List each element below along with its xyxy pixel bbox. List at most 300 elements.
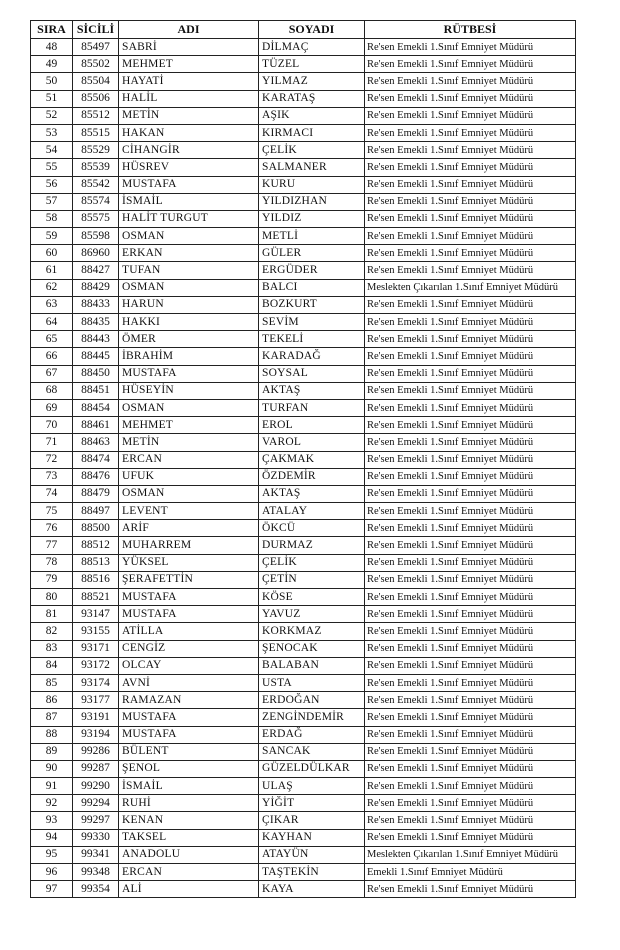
row-first-name: MUHARREM: [119, 537, 259, 554]
row-last-name: ÇELİK: [259, 142, 365, 159]
row-first-name: ŞERAFETTİN: [119, 571, 259, 588]
row-sicil: 99287: [73, 760, 119, 777]
row-rank: Re'sen Emekli 1.Sınıf Emniyet Müdürü: [365, 726, 576, 743]
table-row: [31, 760, 576, 777]
row-first-name: METİN: [119, 434, 259, 451]
table-row: [31, 159, 576, 176]
row-sicil: 88435: [73, 314, 119, 331]
row-sira: 54: [31, 142, 73, 159]
row-sicil: 93177: [73, 692, 119, 709]
row-last-name: ERDOĞAN: [259, 692, 365, 709]
row-sicil: 93172: [73, 657, 119, 674]
row-first-name: METİN: [119, 107, 259, 124]
row-first-name: MUSTAFA: [119, 726, 259, 743]
table-row: [31, 846, 576, 863]
row-sira: 57: [31, 193, 73, 210]
row-last-name: TURFAN: [259, 399, 365, 416]
row-sira: 65: [31, 331, 73, 348]
row-rank: Re'sen Emekli 1.Sınıf Emniyet Müdürü: [365, 399, 576, 416]
header-sira: SIRA: [31, 21, 73, 39]
row-sira: 94: [31, 829, 73, 846]
row-rank: Emekli 1.Sınıf Emniyet Müdürü: [365, 864, 576, 881]
table-row: [31, 726, 576, 743]
row-rank: Re'sen Emekli 1.Sınıf Emniyet Müdürü: [365, 451, 576, 468]
row-last-name: ZENGİNDEMİR: [259, 709, 365, 726]
table-row: [31, 864, 576, 881]
row-sira: 53: [31, 124, 73, 141]
row-first-name: İSMAİL: [119, 778, 259, 795]
row-rank: Re'sen Emekli 1.Sınıf Emniyet Müdürü: [365, 657, 576, 674]
row-last-name: ATALAY: [259, 503, 365, 520]
row-sira: 61: [31, 262, 73, 279]
table-row: [31, 176, 576, 193]
row-rank: Re'sen Emekli 1.Sınıf Emniyet Müdürü: [365, 743, 576, 760]
row-first-name: KENAN: [119, 812, 259, 829]
row-rank: Re'sen Emekli 1.Sınıf Emniyet Müdürü: [365, 56, 576, 73]
table-row: [31, 296, 576, 313]
row-last-name: GÜLER: [259, 245, 365, 262]
row-first-name: TAKSEL: [119, 829, 259, 846]
row-first-name: YÜKSEL: [119, 554, 259, 571]
row-sicil: 93147: [73, 606, 119, 623]
row-first-name: HAYATİ: [119, 73, 259, 90]
row-sira: 86: [31, 692, 73, 709]
row-sira: 55: [31, 159, 73, 176]
row-sira: 74: [31, 485, 73, 502]
row-sicil: 88512: [73, 537, 119, 554]
table-row: [31, 520, 576, 537]
row-first-name: HÜSEYİN: [119, 382, 259, 399]
table-row: [31, 90, 576, 107]
row-sicil: 99354: [73, 881, 119, 898]
row-last-name: KARADAĞ: [259, 348, 365, 365]
row-first-name: OSMAN: [119, 279, 259, 296]
row-sicil: 99294: [73, 795, 119, 812]
row-rank: Re'sen Emekli 1.Sınıf Emniyet Müdürü: [365, 193, 576, 210]
row-first-name: MUSTAFA: [119, 589, 259, 606]
table-row: [31, 485, 576, 502]
row-last-name: TAŞTEKİN: [259, 864, 365, 881]
row-last-name: YAVUZ: [259, 606, 365, 623]
row-last-name: ATAYÜN: [259, 846, 365, 863]
row-first-name: İBRAHİM: [119, 348, 259, 365]
personnel-table: [30, 20, 576, 898]
row-first-name: MEHMET: [119, 56, 259, 73]
table-row: [31, 279, 576, 296]
row-rank: Re'sen Emekli 1.Sınıf Emniyet Müdürü: [365, 709, 576, 726]
row-first-name: OLCAY: [119, 657, 259, 674]
row-sicil: 93155: [73, 623, 119, 640]
row-sicil: 99330: [73, 829, 119, 846]
row-sira: 67: [31, 365, 73, 382]
row-last-name: YILMAZ: [259, 73, 365, 90]
row-last-name: ERDAĞ: [259, 726, 365, 743]
row-first-name: ATİLLA: [119, 623, 259, 640]
row-last-name: YILDIZHAN: [259, 193, 365, 210]
row-first-name: ÖMER: [119, 331, 259, 348]
row-sira: 82: [31, 623, 73, 640]
table-row: [31, 331, 576, 348]
row-sira: 92: [31, 795, 73, 812]
row-last-name: KÖSE: [259, 589, 365, 606]
row-last-name: YİĞİT: [259, 795, 365, 812]
row-first-name: MEHMET: [119, 417, 259, 434]
row-rank: Re'sen Emekli 1.Sınıf Emniyet Müdürü: [365, 124, 576, 141]
row-sira: 91: [31, 778, 73, 795]
header-soyadi: SOYADI: [259, 21, 365, 39]
table-row: [31, 399, 576, 416]
row-sicil: 88445: [73, 348, 119, 365]
row-last-name: ÇIKAR: [259, 812, 365, 829]
row-sira: 51: [31, 90, 73, 107]
row-sicil: 93174: [73, 674, 119, 691]
row-sicil: 99341: [73, 846, 119, 863]
row-first-name: HAKKI: [119, 314, 259, 331]
table-row: [31, 554, 576, 571]
table-row: [31, 56, 576, 73]
row-last-name: ÇELİK: [259, 554, 365, 571]
row-sira: 68: [31, 382, 73, 399]
row-sira: 48: [31, 39, 73, 56]
row-sira: 89: [31, 743, 73, 760]
table-row: [31, 812, 576, 829]
row-sira: 72: [31, 451, 73, 468]
table-row: [31, 124, 576, 141]
table-row: [31, 571, 576, 588]
row-rank: Re'sen Emekli 1.Sınıf Emniyet Müdürü: [365, 760, 576, 777]
row-rank: Re'sen Emekli 1.Sınıf Emniyet Müdürü: [365, 606, 576, 623]
row-rank: Re'sen Emekli 1.Sınıf Emniyet Müdürü: [365, 228, 576, 245]
row-sicil: 85504: [73, 73, 119, 90]
table-row: [31, 382, 576, 399]
row-last-name: AŞIK: [259, 107, 365, 124]
row-sicil: 85497: [73, 39, 119, 56]
row-rank: Re'sen Emekli 1.Sınıf Emniyet Müdürü: [365, 314, 576, 331]
row-last-name: KORKMAZ: [259, 623, 365, 640]
row-sira: 75: [31, 503, 73, 520]
row-sicil: 88500: [73, 520, 119, 537]
row-sira: 96: [31, 864, 73, 881]
row-last-name: USTA: [259, 674, 365, 691]
row-sira: 83: [31, 640, 73, 657]
row-sira: 87: [31, 709, 73, 726]
row-sira: 58: [31, 210, 73, 227]
table-row: [31, 589, 576, 606]
row-sicil: 88516: [73, 571, 119, 588]
row-first-name: MUSTAFA: [119, 709, 259, 726]
row-last-name: KAYHAN: [259, 829, 365, 846]
row-sira: 88: [31, 726, 73, 743]
row-first-name: ERCAN: [119, 451, 259, 468]
row-sira: 80: [31, 589, 73, 606]
row-rank: Re'sen Emekli 1.Sınıf Emniyet Müdürü: [365, 795, 576, 812]
table-row: [31, 245, 576, 262]
row-sicil: 88433: [73, 296, 119, 313]
row-rank: Re'sen Emekli 1.Sınıf Emniyet Müdürü: [365, 554, 576, 571]
row-sira: 71: [31, 434, 73, 451]
row-last-name: SALMANER: [259, 159, 365, 176]
row-rank: Re'sen Emekli 1.Sınıf Emniyet Müdürü: [365, 589, 576, 606]
row-last-name: ÇAKMAK: [259, 451, 365, 468]
table-row: [31, 73, 576, 90]
row-sicil: 85506: [73, 90, 119, 107]
row-sicil: 88461: [73, 417, 119, 434]
row-sicil: 99286: [73, 743, 119, 760]
row-sira: 73: [31, 468, 73, 485]
row-first-name: ŞENOL: [119, 760, 259, 777]
row-last-name: ÖZDEMİR: [259, 468, 365, 485]
row-first-name: RAMAZAN: [119, 692, 259, 709]
row-sicil: 85542: [73, 176, 119, 193]
row-last-name: BOZKURT: [259, 296, 365, 313]
row-sicil: 85529: [73, 142, 119, 159]
row-rank: Re'sen Emekli 1.Sınıf Emniyet Müdürü: [365, 674, 576, 691]
row-sira: 69: [31, 399, 73, 416]
row-rank: Re'sen Emekli 1.Sınıf Emniyet Müdürü: [365, 90, 576, 107]
row-first-name: HALİL: [119, 90, 259, 107]
row-sira: 70: [31, 417, 73, 434]
row-first-name: OSMAN: [119, 485, 259, 502]
row-sira: 78: [31, 554, 73, 571]
row-rank: Re'sen Emekli 1.Sınıf Emniyet Müdürü: [365, 39, 576, 56]
row-last-name: KURU: [259, 176, 365, 193]
row-rank: Re'sen Emekli 1.Sınıf Emniyet Müdürü: [365, 434, 576, 451]
row-first-name: ERCAN: [119, 864, 259, 881]
row-first-name: BÜLENT: [119, 743, 259, 760]
table-row: [31, 365, 576, 382]
row-sira: 79: [31, 571, 73, 588]
row-last-name: TEKELİ: [259, 331, 365, 348]
row-sicil: 93171: [73, 640, 119, 657]
row-sira: 60: [31, 245, 73, 262]
row-sira: 93: [31, 812, 73, 829]
row-sicil: 88429: [73, 279, 119, 296]
row-sicil: 85502: [73, 56, 119, 73]
row-sicil: 88450: [73, 365, 119, 382]
row-sicil: 99297: [73, 812, 119, 829]
row-last-name: KAYA: [259, 881, 365, 898]
table-row: [31, 537, 576, 554]
row-sicil: 88451: [73, 382, 119, 399]
row-sira: 95: [31, 846, 73, 863]
row-sicil: 88463: [73, 434, 119, 451]
row-rank: Re'sen Emekli 1.Sınıf Emniyet Müdürü: [365, 262, 576, 279]
row-rank: Re'sen Emekli 1.Sınıf Emniyet Müdürü: [365, 640, 576, 657]
row-rank: Re'sen Emekli 1.Sınıf Emniyet Müdürü: [365, 331, 576, 348]
row-sicil: 88427: [73, 262, 119, 279]
table-row: [31, 709, 576, 726]
row-sira: 56: [31, 176, 73, 193]
row-last-name: DURMAZ: [259, 537, 365, 554]
table-row: [31, 468, 576, 485]
header-row: [31, 21, 576, 39]
row-rank: Meslekten Çıkarılan 1.Sınıf Emniyet Müdürü: [365, 846, 576, 863]
row-sira: 77: [31, 537, 73, 554]
table-row: [31, 623, 576, 640]
row-last-name: SANCAK: [259, 743, 365, 760]
row-rank: Meslekten Çıkarılan 1.Sınıf Emniyet Müdürü: [365, 279, 576, 296]
table-row: [31, 795, 576, 812]
row-sicil: 88513: [73, 554, 119, 571]
table-row: [31, 434, 576, 451]
row-sira: 66: [31, 348, 73, 365]
table-row: [31, 210, 576, 227]
row-sira: 76: [31, 520, 73, 537]
row-sira: 62: [31, 279, 73, 296]
row-first-name: OSMAN: [119, 228, 259, 245]
row-sira: 84: [31, 657, 73, 674]
row-first-name: ERKAN: [119, 245, 259, 262]
row-sira: 90: [31, 760, 73, 777]
row-rank: Re'sen Emekli 1.Sınıf Emniyet Müdürü: [365, 485, 576, 502]
row-last-name: KARATAŞ: [259, 90, 365, 107]
row-sicil: 88497: [73, 503, 119, 520]
row-sicil: 85512: [73, 107, 119, 124]
table-row: [31, 692, 576, 709]
row-rank: Re'sen Emekli 1.Sınıf Emniyet Müdürü: [365, 365, 576, 382]
table-row: [31, 348, 576, 365]
row-rank: Re'sen Emekli 1.Sınıf Emniyet Müdürü: [365, 142, 576, 159]
row-sira: 64: [31, 314, 73, 331]
row-sira: 85: [31, 674, 73, 691]
row-first-name: İSMAİL: [119, 193, 259, 210]
row-last-name: ERGÜDER: [259, 262, 365, 279]
table-row: [31, 743, 576, 760]
row-first-name: TUFAN: [119, 262, 259, 279]
row-sicil: 99348: [73, 864, 119, 881]
row-sira: 52: [31, 107, 73, 124]
row-sicil: 88454: [73, 399, 119, 416]
row-first-name: HARUN: [119, 296, 259, 313]
row-sira: 81: [31, 606, 73, 623]
row-rank: Re'sen Emekli 1.Sınıf Emniyet Müdürü: [365, 107, 576, 124]
row-sicil: 99290: [73, 778, 119, 795]
table-body: [31, 39, 576, 898]
row-rank: Re'sen Emekli 1.Sınıf Emniyet Müdürü: [365, 692, 576, 709]
row-first-name: LEVENT: [119, 503, 259, 520]
row-rank: Re'sen Emekli 1.Sınıf Emniyet Müdürü: [365, 537, 576, 554]
table-row: [31, 778, 576, 795]
row-sira: 97: [31, 881, 73, 898]
row-last-name: AKTAŞ: [259, 382, 365, 399]
row-sicil: 85515: [73, 124, 119, 141]
row-rank: Re'sen Emekli 1.Sınıf Emniyet Müdürü: [365, 348, 576, 365]
table-row: [31, 881, 576, 898]
row-rank: Re'sen Emekli 1.Sınıf Emniyet Müdürü: [365, 778, 576, 795]
row-last-name: SOYSAL: [259, 365, 365, 382]
row-sicil: 88479: [73, 485, 119, 502]
row-rank: Re'sen Emekli 1.Sınıf Emniyet Müdürü: [365, 812, 576, 829]
row-rank: Re'sen Emekli 1.Sınıf Emniyet Müdürü: [365, 623, 576, 640]
table-row: [31, 451, 576, 468]
row-sira: 59: [31, 228, 73, 245]
row-last-name: ŞENOCAK: [259, 640, 365, 657]
row-last-name: BALCI: [259, 279, 365, 296]
row-last-name: GÜZELDÜLKAR: [259, 760, 365, 777]
row-rank: Re'sen Emekli 1.Sınıf Emniyet Müdürü: [365, 296, 576, 313]
row-first-name: MUSTAFA: [119, 606, 259, 623]
row-sicil: 86960: [73, 245, 119, 262]
row-last-name: AKTAŞ: [259, 485, 365, 502]
row-rank: Re'sen Emekli 1.Sınıf Emniyet Müdürü: [365, 468, 576, 485]
row-last-name: BALABAN: [259, 657, 365, 674]
table-header: [31, 21, 576, 39]
row-sicil: 85574: [73, 193, 119, 210]
row-rank: Re'sen Emekli 1.Sınıf Emniyet Müdürü: [365, 571, 576, 588]
row-sicil: 93194: [73, 726, 119, 743]
row-rank: Re'sen Emekli 1.Sınıf Emniyet Müdürü: [365, 382, 576, 399]
row-rank: Re'sen Emekli 1.Sınıf Emniyet Müdürü: [365, 73, 576, 90]
row-sira: 50: [31, 73, 73, 90]
table-row: [31, 640, 576, 657]
row-first-name: HÜSREV: [119, 159, 259, 176]
table-row: [31, 262, 576, 279]
row-first-name: SABRİ: [119, 39, 259, 56]
row-rank: Re'sen Emekli 1.Sınıf Emniyet Müdürü: [365, 503, 576, 520]
row-sira: 49: [31, 56, 73, 73]
row-last-name: KIRMACI: [259, 124, 365, 141]
row-rank: Re'sen Emekli 1.Sınıf Emniyet Müdürü: [365, 210, 576, 227]
row-first-name: ALİ: [119, 881, 259, 898]
row-rank: Re'sen Emekli 1.Sınıf Emniyet Müdürü: [365, 417, 576, 434]
row-sicil: 88443: [73, 331, 119, 348]
row-last-name: YILDIZ: [259, 210, 365, 227]
table-row: [31, 606, 576, 623]
table-row: [31, 193, 576, 210]
row-first-name: HAKAN: [119, 124, 259, 141]
row-last-name: DİLMAÇ: [259, 39, 365, 56]
row-rank: Re'sen Emekli 1.Sınıf Emniyet Müdürü: [365, 881, 576, 898]
row-sicil: 88521: [73, 589, 119, 606]
row-last-name: ULAŞ: [259, 778, 365, 795]
table-row: [31, 829, 576, 846]
table-row: [31, 657, 576, 674]
row-sicil: 85598: [73, 228, 119, 245]
row-rank: Re'sen Emekli 1.Sınıf Emniyet Müdürü: [365, 520, 576, 537]
row-first-name: RUHİ: [119, 795, 259, 812]
row-last-name: EROL: [259, 417, 365, 434]
document-page: [30, 20, 575, 898]
row-sicil: 85539: [73, 159, 119, 176]
row-sicil: 85575: [73, 210, 119, 227]
row-first-name: OSMAN: [119, 399, 259, 416]
table-row: [31, 314, 576, 331]
table-row: [31, 674, 576, 691]
row-last-name: METLİ: [259, 228, 365, 245]
row-rank: Re'sen Emekli 1.Sınıf Emniyet Müdürü: [365, 245, 576, 262]
row-first-name: ANADOLU: [119, 846, 259, 863]
header-adi: ADI: [119, 21, 259, 39]
row-last-name: TÜZEL: [259, 56, 365, 73]
row-first-name: MUSTAFA: [119, 365, 259, 382]
row-first-name: MUSTAFA: [119, 176, 259, 193]
row-first-name: ARİF: [119, 520, 259, 537]
row-last-name: SEVİM: [259, 314, 365, 331]
header-sicil: SİCİLİ: [73, 21, 119, 39]
header-rutbe: RÜTBESİ: [365, 21, 576, 39]
row-last-name: ÖKCÜ: [259, 520, 365, 537]
row-rank: Re'sen Emekli 1.Sınıf Emniyet Müdürü: [365, 176, 576, 193]
row-sicil: 88476: [73, 468, 119, 485]
row-sicil: 93191: [73, 709, 119, 726]
row-first-name: HALİT TURGUT: [119, 210, 259, 227]
table-row: [31, 228, 576, 245]
table-row: [31, 39, 576, 56]
row-sicil: 88474: [73, 451, 119, 468]
table-row: [31, 142, 576, 159]
row-first-name: AVNİ: [119, 674, 259, 691]
row-first-name: CENGİZ: [119, 640, 259, 657]
